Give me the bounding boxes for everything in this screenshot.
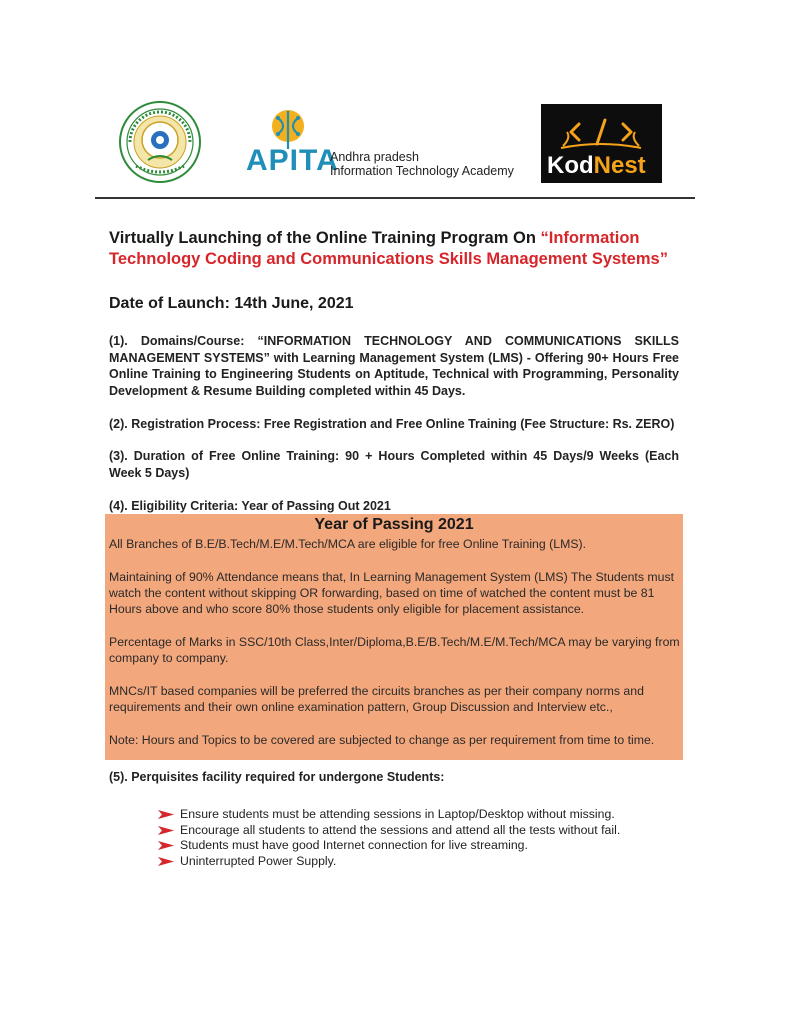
code-tag-icon: [541, 110, 662, 150]
kodnest-word-nest: Nest: [593, 152, 646, 179]
list-item-text: Ensure students must be attending sessions in Laptop/Desktop without missing.: [180, 807, 615, 821]
kodnest-wordmark: [547, 152, 646, 180]
kodnest-word-kod: Kod: [547, 152, 594, 179]
list-item: [158, 838, 658, 854]
list-item: [158, 807, 658, 823]
list-item-text: Students must have good Internet connection for live streaming.: [180, 838, 528, 852]
point-2-registration: (2). Registration Process: Free Registration and Free Online Training (Fee Structure: Rs. ZERO): [109, 417, 675, 431]
arrow-bullet-icon: [158, 841, 174, 850]
arrow-bullet-icon: [158, 826, 174, 835]
date-of-launch: Date of Launch: 14th June, 2021: [109, 295, 354, 312]
eligibility-attendance: Maintaining of 90% Attendance means that, In Learning Management System (LMS) The Students must watch the content without skipping OR forwarding, based on time of watched the content must be 81 Hours above and who score 80% those students only eligible for placement assistance.: [109, 570, 675, 616]
list-item: [158, 823, 658, 839]
point-1-domains: (1). Domains/Course: “INFORMATION TECHNOLOGY AND COMMUNICATIONS SKILLS MANAGEMENT SYSTEMS” with Learning Management System (LMS) - Offering 90+ Hours Free Online Training to Engineering Students on Aptitude, Technical with Programming, Personality Development & Resume Building completed within 45 Days.: [109, 334, 679, 398]
eligibility-marks: Percentage of Marks in SSC/10th Class,Inter/Diploma,B.E/B.Tech/M.E/M.Tech/MCA may be varying from company to company.: [109, 635, 680, 665]
eligibility-note: Note: Hours and Topics to be covered are subjected to change as per requirement from time to time.: [109, 733, 655, 747]
andhra-pradesh-seal-logo: [118, 100, 202, 184]
header-divider: [95, 197, 695, 199]
point-5-perquisites: (5). Perquisites facility required for undergone Students:: [109, 770, 445, 784]
point-4-eligibility: (4). Eligibility Criteria: Year of Passing Out 2021: [109, 499, 391, 513]
arrow-bullet-icon: [158, 810, 174, 819]
apita-subtitle-line-1: Andhra pradesh: [330, 150, 419, 164]
point-3-duration: (3). Duration of Free Online Training: 90 + Hours Completed within 45 Days/9 Weeks (Each Week 5 Days): [109, 449, 679, 480]
title-black-part: Virtually Launching of the Online Training Program On: [109, 229, 541, 247]
perquisites-list: [158, 807, 658, 869]
eligibility-box: [105, 514, 683, 760]
apita-subtitle-line-2: Information Technology Academy: [330, 164, 514, 178]
arrow-bullet-icon: [158, 857, 174, 866]
eligibility-box-title: Year of Passing 2021: [314, 516, 474, 533]
eligibility-companies: MNCs/IT based companies will be preferred the circuits branches as per their company norms and requirements and their own online examination pattern, Group Discussion and Interview etc.,: [109, 684, 644, 714]
kodnest-logo: [541, 104, 662, 183]
list-item-text: Encourage all students to attend the sessions and attend all the tests without fail.: [180, 822, 621, 837]
list-item-text: Uninterrupted Power Supply.: [180, 853, 337, 868]
header: [0, 0, 791, 200]
eligibility-branches: All Branches of B.E/B.Tech/M.E/M.Tech/MCA are eligible for free Online Training (LMS).: [109, 537, 587, 551]
list-item: [158, 854, 658, 870]
apita-logo: [246, 108, 526, 186]
page-title: [109, 228, 684, 270]
title-red-part: “Information Technology Coding and Communications Skills Management Systems”: [109, 229, 668, 268]
apita-wordmark: APITA: [246, 144, 339, 177]
